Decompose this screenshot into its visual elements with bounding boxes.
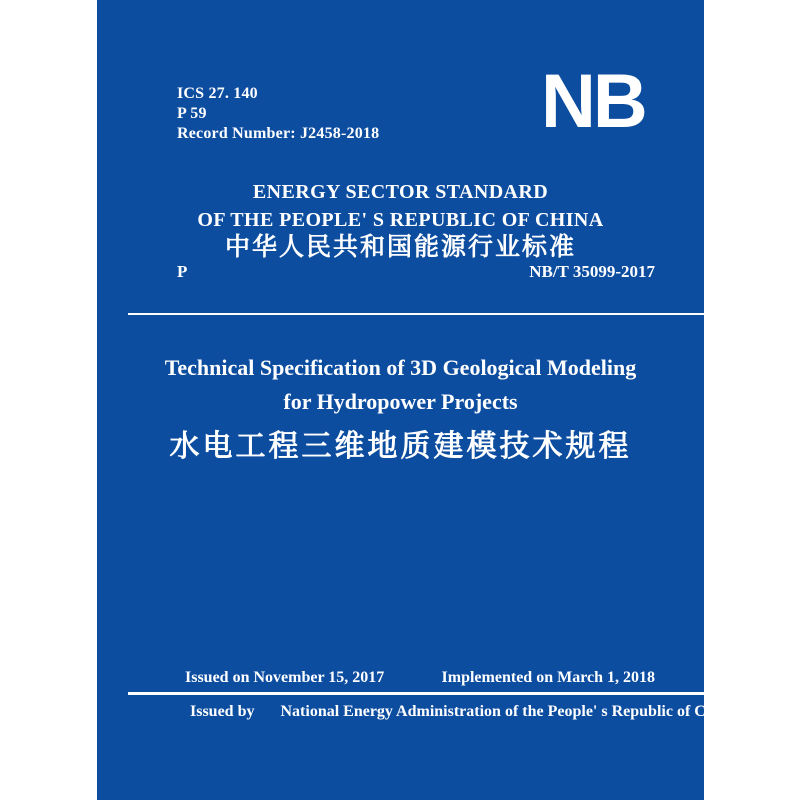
dates-row	[185, 669, 655, 687]
org-title-english	[97, 178, 704, 234]
issued-by-row	[190, 703, 736, 721]
classification-letter: P	[177, 262, 188, 281]
standard-number: NB/T 35099-2017	[529, 262, 655, 281]
classification-row	[177, 262, 655, 282]
bottom-divider-rule	[128, 692, 704, 695]
meta-block	[177, 84, 379, 144]
standard-cover	[97, 0, 737, 800]
record-number: Record Number: J2458-2018	[177, 125, 380, 142]
issued-by-organization: National Energy Administration of the People' s Republic of China	[280, 703, 737, 720]
document-title-english-line2: for Hydropower Projects	[283, 389, 518, 414]
document-title-chinese: 水电工程三维地质建模技术规程	[169, 430, 632, 463]
org-title-english-line2: OF THE PEOPLE' S REPUBLIC OF CHINA	[197, 209, 604, 231]
top-divider-rule	[128, 313, 704, 315]
org-title-chinese: 中华人民共和国能源行业标准	[224, 234, 576, 261]
p-classification-code: P 59	[177, 105, 207, 122]
implemented-date: Implemented on March 1, 2018	[441, 669, 655, 686]
issued-by-label: Issued by	[190, 703, 255, 720]
ics-code: ICS 27. 140	[177, 85, 258, 102]
nb-logo: NB	[541, 59, 645, 144]
document-title-english-line1: Technical Specification of 3D Geological Modeling	[164, 355, 637, 380]
issued-date: Issued on November 15, 2017	[185, 669, 385, 686]
org-title-english-line1: ENERGY SECTOR STANDARD	[252, 181, 549, 203]
